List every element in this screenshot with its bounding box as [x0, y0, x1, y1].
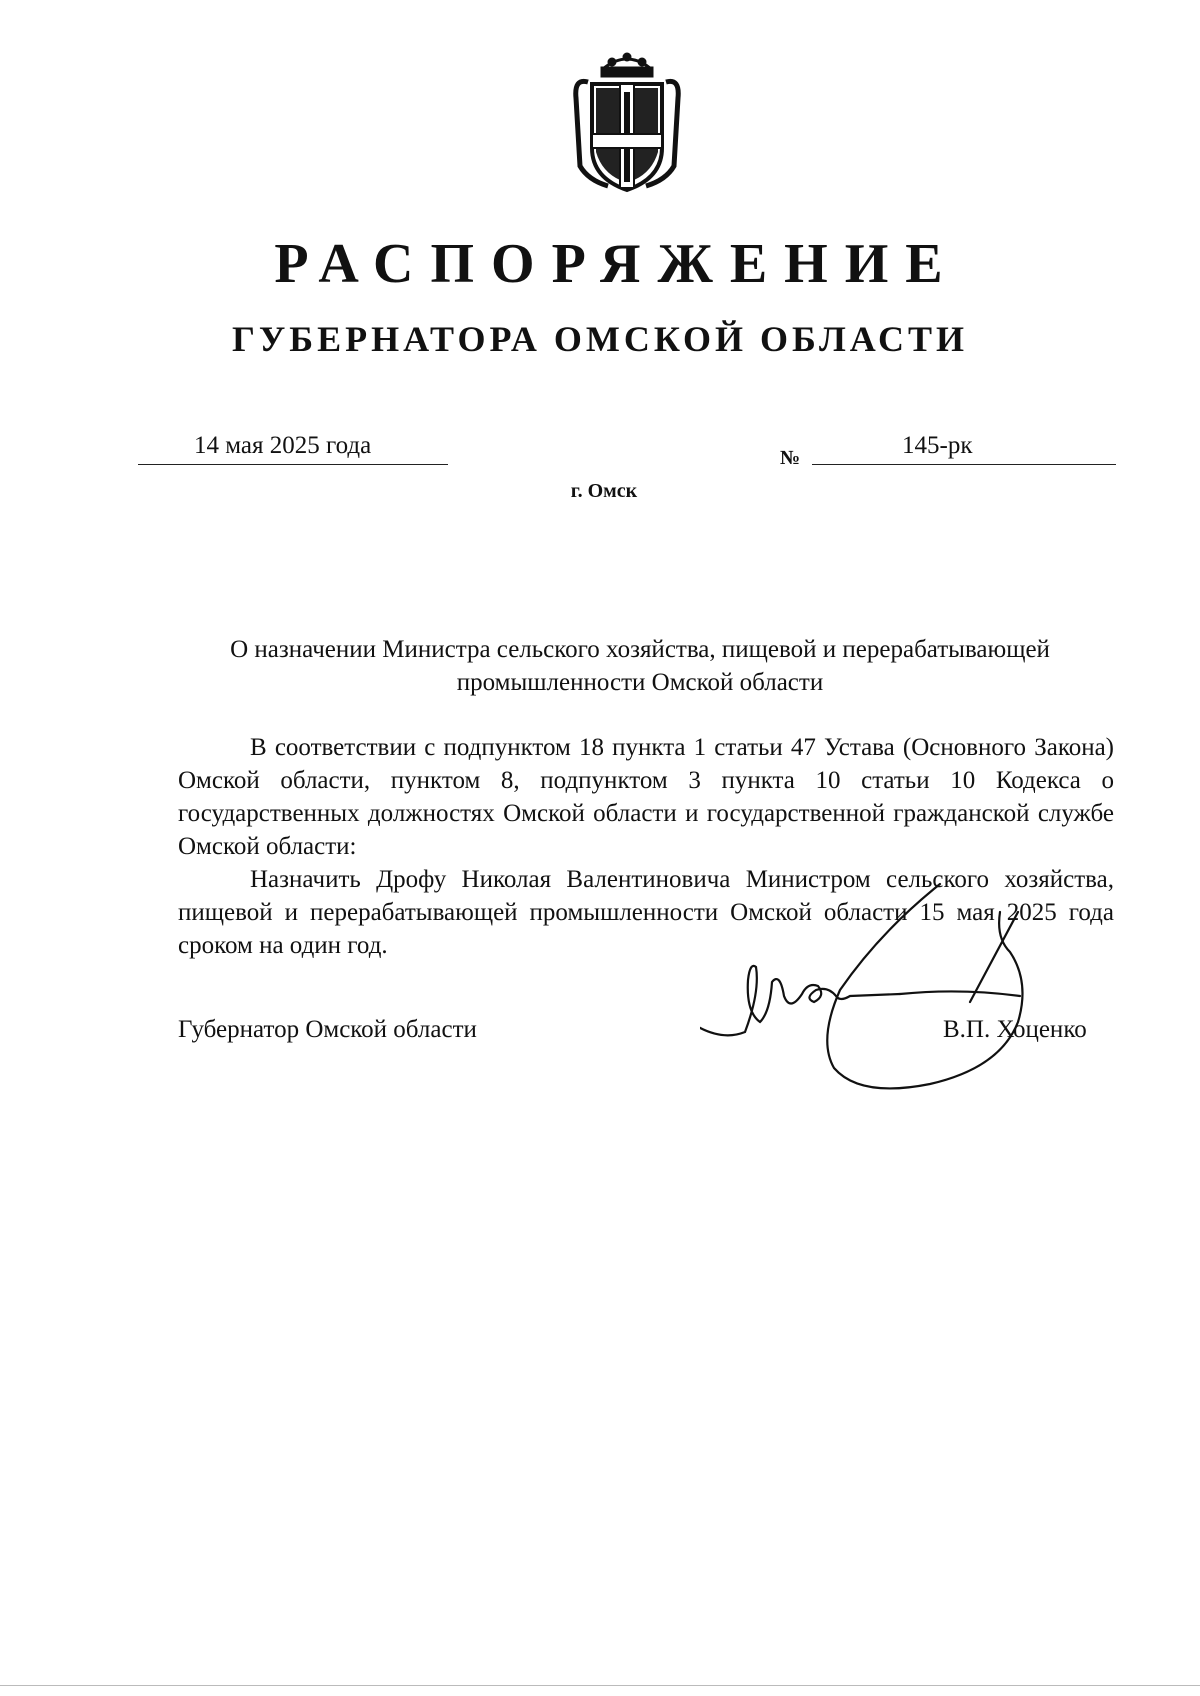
city-name: г. Омск [570, 480, 638, 502]
signer-name: В.П. Хоценко [943, 1016, 1087, 1043]
subject-line-2: промышленности Омской области [456, 669, 824, 696]
body-paragraph-1: В соответствии с подпунктом 18 пункта 1 статьи 47 Устава (Основного Закона) Омской области, пунктом 8, подпунктом 3 пункта 10 статьи 10 Кодекса о государственных должностях Омской области и государственной гражданской службе Омской области: [178, 734, 1114, 860]
page-bottom-rule [0, 1684, 1200, 1686]
document-title: РАСПОРЯЖЕНИЕ [274, 233, 960, 295]
handwritten-signature [700, 872, 1100, 1102]
signer-title: Губернатор Омской области [178, 1016, 477, 1043]
date-field [138, 430, 448, 465]
number-field [812, 430, 1116, 465]
document-subject [170, 633, 1110, 699]
subject-line-1: О назначении Министра сельского хозяйства, пищевой и перерабатывающей [230, 636, 1050, 663]
date-value: 14 мая 2025 года [194, 432, 372, 459]
coat-of-arms-emblem [568, 48, 686, 196]
document-subtitle: ГУБЕРНАТОРА ОМСКОЙ ОБЛАСТИ [231, 319, 969, 359]
number-value: 145-рк [902, 432, 973, 459]
number-label: № [780, 447, 801, 469]
body-paragraph-2: Назначить Дрофу Николая Валентиновича Министром сельского хозяйства, пищевой и перерабатывающей промышленности Омской области 15 мая 2025 года сроком на один год. [178, 866, 1114, 959]
